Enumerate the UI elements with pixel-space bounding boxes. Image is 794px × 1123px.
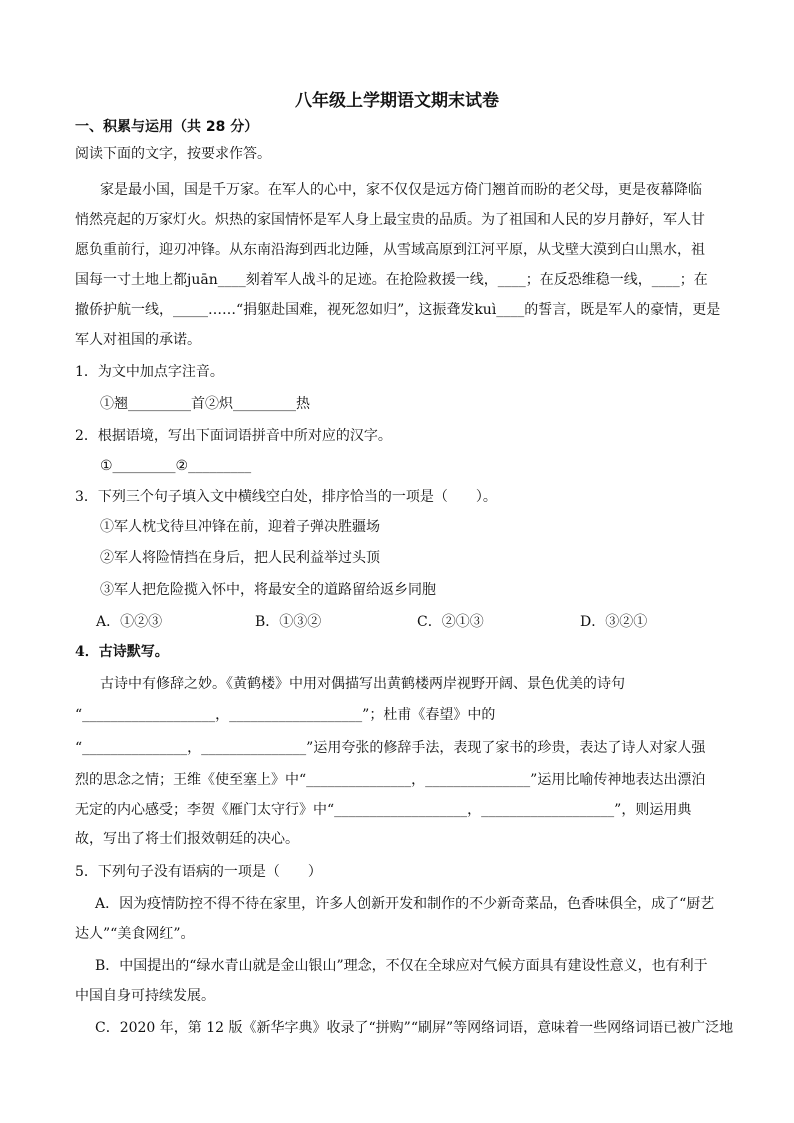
question-5-option-line: 中国自身可持续发展。 — [75, 988, 215, 1004]
passage-line: 家是最小国，国是千万家。在军人的心中，家不仅仅是远方倚门翘首而盼的老父母，更是夜幕降临 — [100, 182, 702, 198]
question-3-item: ③军人把危险揽入怀中，将最安全的道路留给返乡同胞 — [100, 582, 436, 598]
passage-line: 军人对祖国的承诺。 — [75, 332, 201, 348]
question-5-option-line: C．2020 年，第 12 版《新华字典》收录了“拼购”“刷屏”等网络词语，意味着一些网络词语已被广泛地 — [95, 1020, 734, 1036]
question-5-option-line: B．中国提出的“绿水青山就是金山银山”理念，不仅在全球应对气候方面具有建设性意义，也有利于 — [95, 958, 708, 974]
question-1: 1．为文中加点字注音。 — [75, 364, 224, 380]
passage-line: 愿负重前行，迎刃冲锋。从东南沿海到西北边陲，从雪域高原到江河平原，从戈壁大漠到白山黑水，祖 — [75, 242, 705, 258]
question-4-line: 无定的内心感受；李贺《雁门太守行》中“___________________，___________________”，则运用典 — [75, 802, 692, 818]
option-a: A．①②③ — [96, 614, 163, 630]
question-4: 4．古诗默写。 — [75, 644, 169, 660]
option-d: D．③②① — [580, 614, 648, 630]
question-4-line: 烈的思念之情；王维《使至塞上》中“_______________，_______________”运用比喻传神地表达出漂泊 — [75, 772, 706, 788]
option-c: C．②①③ — [417, 614, 484, 630]
passage-line: 悄然亮起的万家灯火。炽热的家国情怀是军人身上最宝贵的品质。为了祖国和人民的岁月静好，军人甘 — [75, 212, 705, 228]
passage-line: 撤侨护航一线，_____……“捐躯赴国难，视死忽如归”，这振聋发kuì____的誓言，既是军人的豪情，更是 — [75, 302, 721, 318]
passage-line: 国每一寸土地上都juān____刻着军人战斗的足迹。在抢险救援一线，____；在反恐维稳一线，____；在 — [75, 272, 708, 288]
instruction-text: 阅读下面的文字，按要求作答。 — [75, 146, 271, 162]
question-2: 2．根据语境，写出下面词语拼音中所对应的汉字。 — [75, 428, 392, 444]
question-4-line: “___________________，___________________”；杜甫《春望》中的 — [75, 707, 496, 723]
section-heading: 一、积累与运用（共 28 分） — [75, 119, 259, 135]
question-2-answer-blanks: ①_________②_________ — [100, 458, 252, 474]
question-4-line: 古诗中有修辞之妙。《黄鹤楼》中用对偶描写出黄鹤楼两岸视野开阔、景色优美的诗句 — [100, 676, 625, 692]
question-5: 5．下列句子没有语病的一项是（ ） — [75, 864, 322, 880]
page-title: 八年级上学期语文期末试卷 — [295, 91, 499, 111]
question-3: 3．下列三个句子填入文中横线空白处，排序恰当的一项是（ ）。 — [75, 489, 497, 505]
question-4-line: “_______________，_______________”运用夸张的修辞手法，表现了家书的珍贵，表达了诗人对家人强 — [75, 740, 706, 756]
question-5-option-line: A．因为疫情防控不得不待在家里，许多人创新开发和制作的不少新奇菜品，色香味俱全，成了“厨艺 — [95, 896, 715, 912]
question-1-answer-blanks: ①翘_________首②炽_________热 — [100, 396, 310, 412]
question-4-line: 故，写出了将士们报效朝廷的决心。 — [75, 831, 299, 847]
question-3-item: ①军人枕戈待旦冲锋在前，迎着子弹决胜疆场 — [100, 519, 380, 535]
option-b: B．①③② — [255, 614, 322, 630]
question-5-option-line: 达人”“美食网红”。 — [75, 926, 195, 942]
question-3-item: ②军人将险情挡在身后，把人民利益举过头顶 — [100, 550, 380, 566]
